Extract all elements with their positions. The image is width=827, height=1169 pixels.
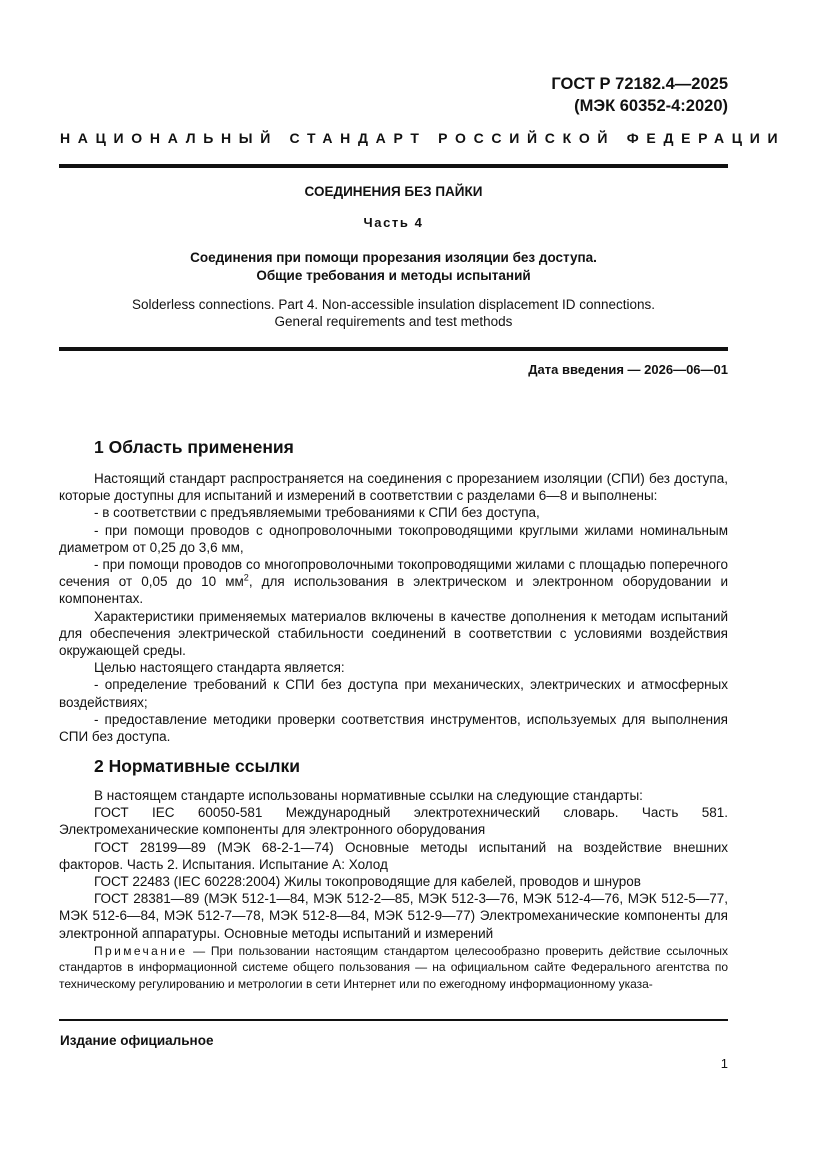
gost-number: ГОСТ Р 72182.4—2025 [551, 75, 728, 93]
english-title [59, 296, 728, 330]
edition-label: Издание официальное [60, 1033, 214, 1048]
scope-list-item: - определение требований к СПИ без доступа при механических, электрических и атмосферных воздействиях; [59, 677, 728, 710]
national-standard-banner: НАЦИОНАЛЬНЫЙ СТАНДАРТ РОССИЙСКОЙ ФЕДЕРАЦИИ [60, 130, 786, 146]
english-title-line-1: Solderless connections. Part 4. Non-accessible insulation displacement ID connections. [131, 297, 656, 312]
subtitle-line-2: Общие требования и методы испытаний [256, 268, 531, 283]
document-number-block [551, 73, 728, 117]
section-1-body [59, 470, 728, 745]
scope-paragraph: Характеристики применяемых материалов включены в качестве дополнения к методам испытаний для обеспечения электрической стабильности соединений в соответствии с условиями воздействия окружающей среды. [59, 608, 728, 659]
reference-entry: ГОСТ IEC 60050-581 Международный электротехнический словарь. Часть 581. Электромеханические компоненты для электронного оборудования [59, 805, 728, 838]
scope-paragraph: Настоящий стандарт распространяется на соединения с прорезанием изоляции (СПИ) без доступа, которые доступны для испытаний и измерений в соответствии с разделами 6—8 и выполнены: [59, 471, 728, 504]
footer-divider [59, 1019, 728, 1021]
top-divider [59, 164, 728, 168]
note-text: — При пользовании настоящим стандартом целесообразно проверить действие ссылочных стандартов в информационной системе общего пользования — на официальном сайте Федерального агентства по техническому регулированию и метрологии в сети Интернет или по ежегодному информационному указа- [59, 944, 728, 991]
scope-list-item-text: , для использования в электрическом и электронном оборудовании и компонентах. [59, 574, 728, 607]
scope-list-item-text: - при помощи проводов со многопроволочными токопроводящими жилами с площадью поперечного сечения от 0,05 до 10 мм [59, 557, 728, 590]
superscript: 2 [243, 572, 249, 583]
note-label: Примечание [94, 944, 188, 958]
subtitle-line-1: Соединения при помощи прорезания изоляции без доступа. [190, 250, 597, 265]
document-title: СОЕДИНЕНИЯ БЕЗ ПАЙКИ [304, 184, 483, 199]
iec-number: (МЭК 60352-4:2020) [574, 97, 728, 115]
effective-date: Дата введения — 2026—06—01 [528, 362, 728, 377]
page-number: 1 [720, 1056, 728, 1071]
scope-paragraph: Целью настоящего стандарта является: [94, 660, 345, 676]
part-label: Часть 4 [363, 215, 424, 230]
document-subtitle [59, 249, 728, 285]
reference-entry: ГОСТ 28381—89 (МЭК 512-1—84, МЭК 512-2—85, МЭК 512-3—76, МЭК 512-4—76, МЭК 512-5—77, МЭК 512-6—84, МЭК 512-7—78, МЭК 512-8—84, МЭК 512-9—77) Электромеханические компоненты для электронной аппаратуры. Основные методы испытаний и измерений [59, 891, 728, 941]
section-1-heading: 1 Область применения [94, 437, 294, 457]
section-2-heading: 2 Нормативные ссылки [94, 756, 301, 776]
scope-list-item: - в соответствии с предъявляемыми требованиями к СПИ без доступа, [94, 505, 540, 521]
reference-entry: ГОСТ 28199—89 (МЭК 68-2-1—74) Основные методы испытаний на воздействие внешних факторов. Часть 2. Испытания. Испытание А: Холод [59, 839, 728, 872]
english-title-line-2: General requirements and test methods [274, 314, 513, 329]
note-paragraph [59, 943, 728, 992]
scope-list-item: - при помощи проводов с однопроволочными токопроводящими круглыми жилами номинальным диаметром от 0,25 до 3,6 мм, [59, 522, 728, 555]
scope-list-item: - предоставление методики проверки соответствия инструментов, используемых для выполнения СПИ без доступа. [59, 711, 728, 745]
title-divider [59, 347, 728, 351]
references-intro: В настоящем стандарте использованы нормативные ссылки на следующие стандарты: [94, 788, 643, 803]
reference-entry: ГОСТ 22483 (IEC 60228:2004) Жилы токопроводящие для кабелей, проводов и шнуров [94, 874, 641, 890]
section-2-body [59, 787, 728, 942]
scope-list-item [59, 556, 728, 608]
